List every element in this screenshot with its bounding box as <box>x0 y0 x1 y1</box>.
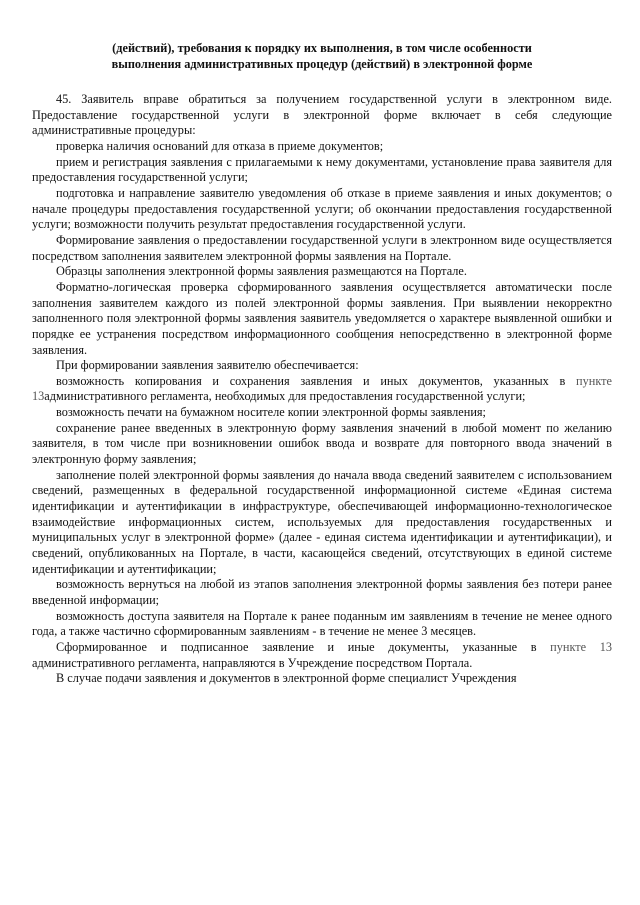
section-heading <box>32 40 612 72</box>
item-return-step: возможность вернуться на любой из этапов заполнения электронной формы заявления без потери ранее введенной информации; <box>32 577 612 607</box>
paragraph-provision-intro: При формировании заявления заявителю обеспечивается: <box>56 358 359 373</box>
procedure-notification: подготовка и направление заявителю уведомления об отказе в приеме заявления и иных документов; о начале процедуры предоставления государственной услуги; об окончании предоставления государственной услуги; возможности получить результат предоставления государственной услуги. <box>32 185 612 232</box>
heading-line-2: выполнения административных процедур (действий) в электронной форме <box>111 57 533 71</box>
item-prefill: заполнение полей электронной формы заявления до начала ввода сведений заявителем с использованием сведений, размещенных в федеральной государственной информационной системе «Единая система идентификации и аутентификации в инфраструктуре, обеспечивающей информационно-технологическое взаимодействие информационных систем, используемых для предоставления государственных и муниципальных услуг в электронной форме» (далее - единая система идентификации и аутентификации), и сведений, опубликованных на Портале, в части, касающейся сведений, отсутствующих в единой системе идентификации и аутентификации; <box>32 467 612 576</box>
paragraph-electronic-submission: В случае подачи заявления и документов в электронной форме специалист Учреждения <box>56 671 517 686</box>
item-save-values: сохранение ранее введенных в электронную форму заявления значений в любой момент по желанию заявителя, в том числе при возникновении ошибок ввода и возврате для повторного ввода значений в электронную форму заявления; <box>32 420 612 467</box>
item-copy-save: возможность копирования и сохранения заявления и иных документов, указанных в пункте 13административного регламента, необходимых для предоставления государственной услуги; <box>32 373 612 404</box>
item-print: возможность печати на бумажном носителе копии электронной формы заявления; <box>56 405 486 420</box>
paragraph-samples: Образцы заполнения электронной формы заявления размещаются на Портале. <box>56 264 467 279</box>
procedure-reception-registration: прием и регистрация заявления с прилагаемыми к нему документами, установление права заявителя для предоставления государственной услуги; <box>32 154 612 185</box>
reference-link-point-13[interactable]: пункте 13 <box>32 373 612 404</box>
document-body <box>32 92 612 687</box>
paragraph-form-creation: Формирование заявления о предоставлении государственной услуги в электронном виде осуществляется посредством заполнения заявителем электронной формы заявления на Портале. <box>32 232 612 263</box>
heading-line-1: (действий), требования к порядку их выполнения, в том числе особенности <box>112 41 532 55</box>
reference-link-point-13[interactable]: пункте 13 <box>550 639 612 654</box>
procedure-check-grounds: проверка наличия оснований для отказа в приеме документов; <box>56 138 384 153</box>
paragraph-submission: Сформированное и подписанное заявление и иные документы, указанные в пункте 13 административного регламента, направляются в Учреждение посредством Портала. <box>32 639 612 670</box>
paragraph-format-check: Форматно-логическая проверка сформированного заявления осуществляется автоматически после заполнения заявителем каждого из полей электронной формы заявления. При выявлении некорректно заполненного поля электронной формы заявления заявитель уведомляется о характере выявленной ошибки и порядке ее устранения посредством информационного сообщения непосредственно в электронной форме заявления. <box>32 279 612 357</box>
item-access-history: возможность доступа заявителя на Портале к ранее поданным им заявлениям в течение не менее одного года, а также частично сформированным заявлениям - в течение не менее 3 месяцев. <box>32 608 612 639</box>
paragraph-45: 45. Заявитель вправе обратиться за получением государственной услуги в электронном виде. Предоставление государственной услуги в электронной форме включает в себя следующие административные процедуры: <box>32 92 612 138</box>
